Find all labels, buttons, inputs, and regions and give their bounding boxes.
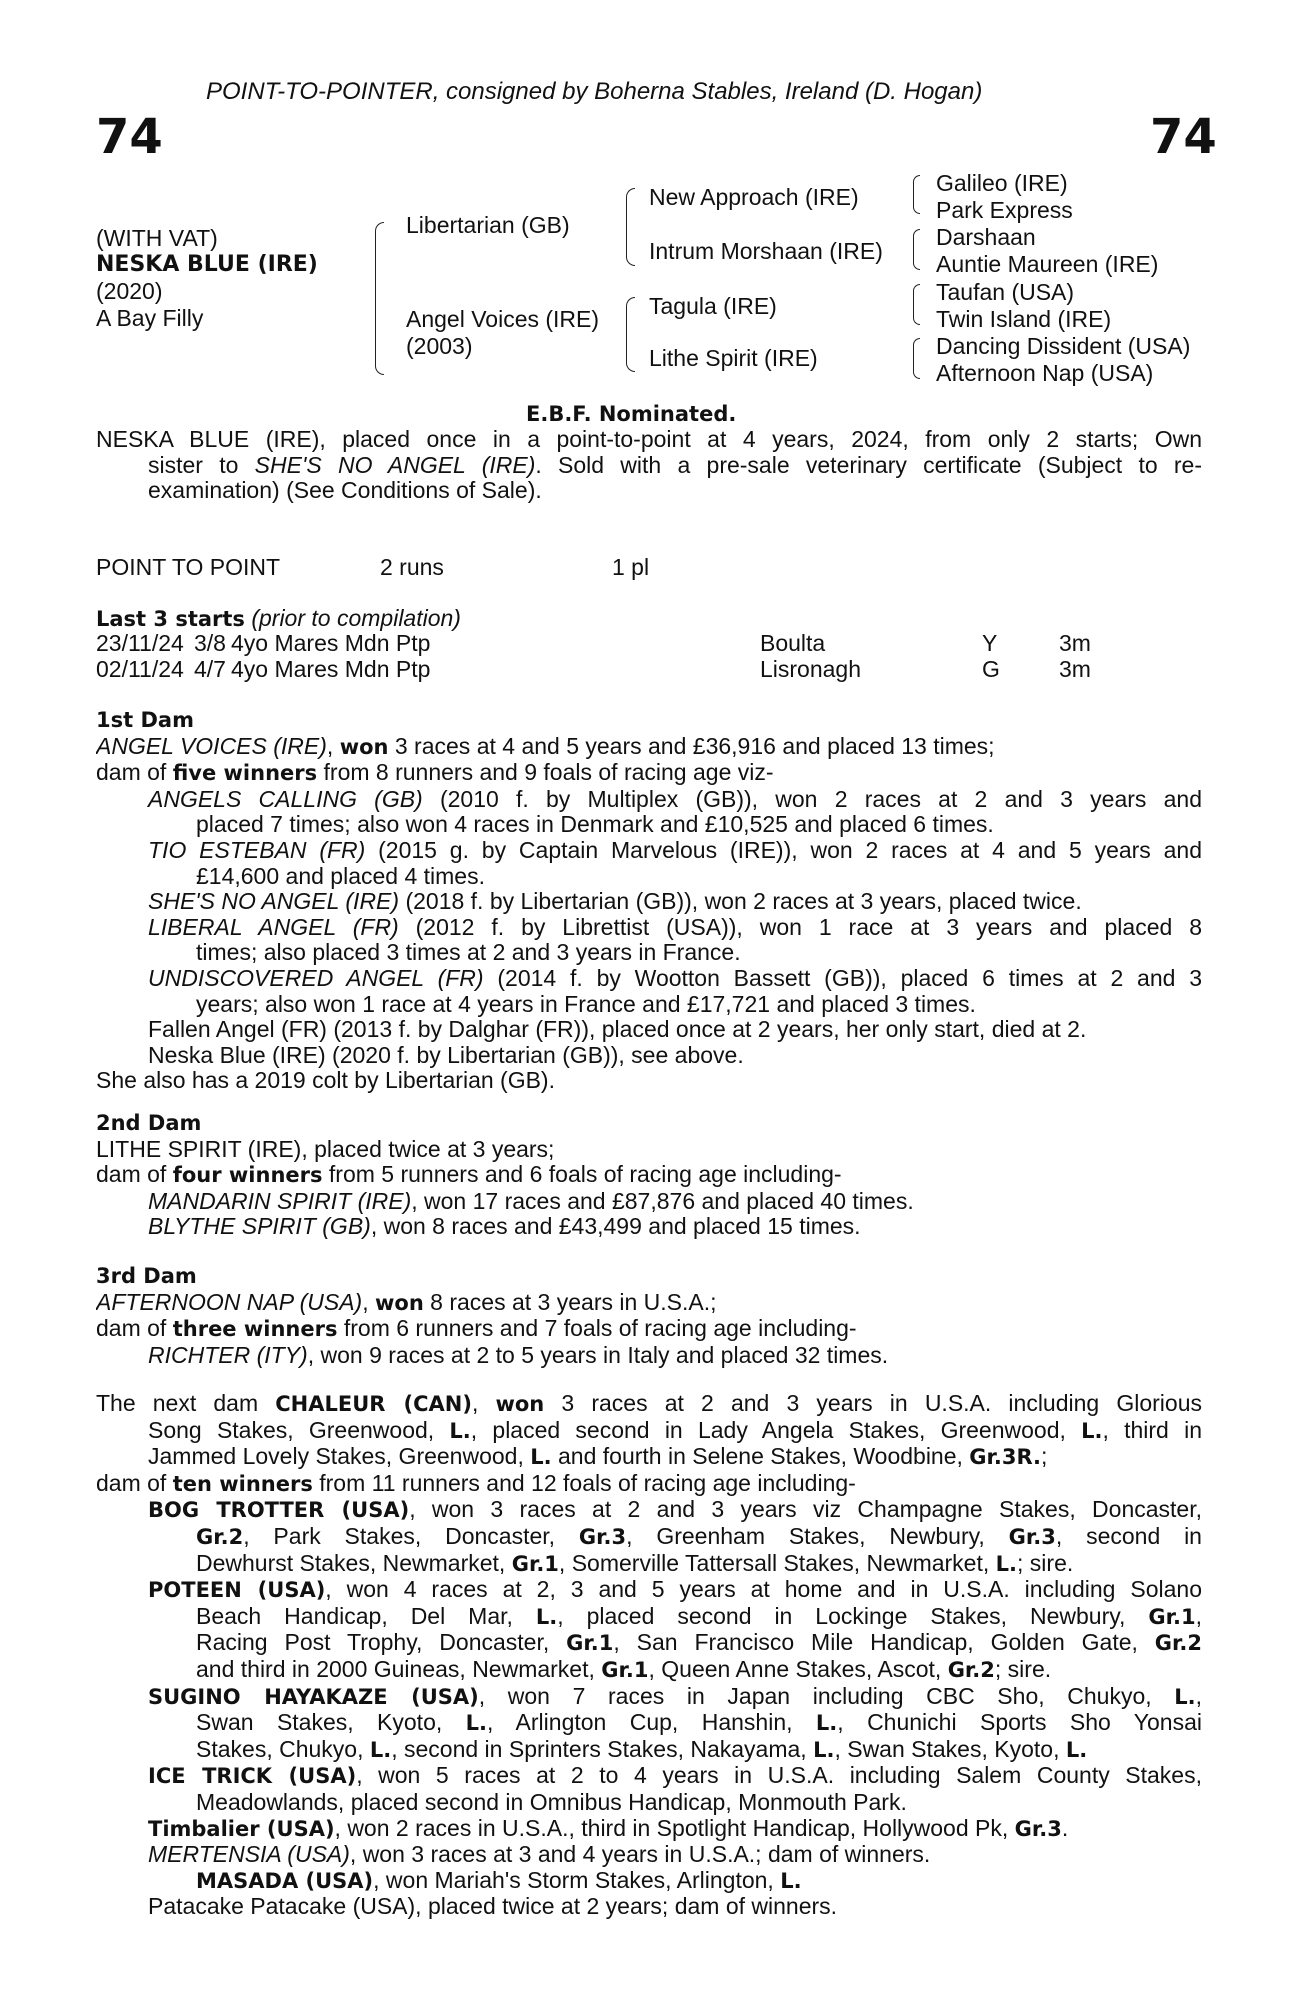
pedigree-dam-sire: Tagula (IRE) <box>649 293 777 319</box>
pedigree-dam: Angel Voices (IRE) <box>406 306 600 332</box>
pedigree-brace-gs2-bottom <box>913 248 920 270</box>
list-item: SUGINO HAYAKAZE (USA), won 7 races in Japan including CBC Sho, Chukyo, L., <box>148 1683 1202 1709</box>
pedigree-brace-gs2-top <box>913 229 920 249</box>
second-dam-section <box>96 1110 1202 1240</box>
last-starts-heading: Last 3 starts (prior to compilation) <box>96 605 461 631</box>
list-item: Beach Handicap, Del Mar, L., placed second in Lockinge Stakes, Newbury, Gr.1, <box>196 1603 1202 1629</box>
dam-line: ANGEL VOICES (IRE), won 3 races at 4 and 5 years and £36,916 and placed 13 times; <box>96 733 995 759</box>
intro-line: examination) (See Conditions of Sale). <box>148 478 542 504</box>
start-race: 4yo Mares Mdn Ptp <box>231 655 431 682</box>
table-row <box>96 657 1091 683</box>
table-row <box>96 631 1091 657</box>
intro-line: sister to SHE'S NO ANGEL (IRE). Sold with a pre-sale veterinary certificate (Subject to re- <box>148 452 1202 478</box>
start-going: G <box>982 655 1000 682</box>
list-item: Racing Post Trophy, Doncaster, Gr.1, San Francisco Mile Handicap, Golden Gate, Gr.2 <box>196 1630 1202 1656</box>
pedigree-sss: Galileo (IRE) <box>936 170 1068 196</box>
start-race: 4yo Mares Mdn Ptp <box>231 630 431 656</box>
list-item: BLYTHE SPIRIT (GB), won 8 races and £43,499 and placed 15 times. <box>148 1214 861 1240</box>
list-item: TIO ESTEBAN (FR) (2015 g. by Captain Marvelous (IRE)), won 2 races at 4 and 5 years and <box>148 837 1202 863</box>
list-item: Meadowlands, placed second in Omnibus Handicap, Monmouth Park. <box>196 1789 907 1815</box>
pedigree-brace-dam-top <box>626 297 635 336</box>
pedigree-brace-main-bottom <box>375 301 384 375</box>
consignor-header: POINT-TO-POINTER, consigned by Boherna Stables, Ireland (D. Hogan) <box>206 78 983 105</box>
list-item: placed 7 times; also won 4 races in Denmark and £10,525 and placed 6 times. <box>196 812 994 838</box>
pedigree-dam-year: (2003) <box>406 333 473 359</box>
pedigree-brace-gs1-top <box>913 175 920 195</box>
list-item: Fallen Angel (FR) (2013 f. by Dalghar (FR)), placed once at 2 years, her only start, died at 2. <box>148 1017 1087 1043</box>
horse-name: NESKA BLUE (IRE) <box>96 252 318 277</box>
pedigree-dam-dam: Lithe Spirit (IRE) <box>649 345 818 371</box>
start-course: Boulta <box>760 630 826 656</box>
start-date: 02/11/24 <box>96 655 184 682</box>
pedigree-brace-sire-top <box>626 188 635 233</box>
list-item: ANGELS CALLING (GB) (2010 f. by Multiplex (GB)), won 2 races at 2 and 3 years and <box>148 786 1202 812</box>
list-item: Gr.2, Park Stakes, Doncaster, Gr.3, Greenham Stakes, Newbury, Gr.3, second in <box>196 1523 1202 1549</box>
list-item: Dewhurst Stakes, Newmarket, Gr.1, Somerville Tattersall Stakes, Newmarket, L.; sire. <box>196 1550 1074 1576</box>
dam-line: dam of three winners from 6 runners and 7 foals of racing age including- <box>96 1316 857 1342</box>
list-item: Patacake Patacake (USA), placed twice at 2 years; dam of winners. <box>148 1894 838 1920</box>
pedigree-ssd: Park Express <box>936 197 1073 223</box>
horse-description: A Bay Filly <box>96 305 204 331</box>
dam-line: Jammed Lovely Stakes, Greenwood, L. and fourth in Selene Stakes, Woodbine, Gr.3R.; <box>148 1444 1048 1470</box>
first-dam-section <box>96 707 1202 1094</box>
list-item: BOG TROTTER (USA), won 3 races at 2 and 3 years viz Champagne Stakes, Doncaster, <box>148 1497 1202 1523</box>
section-heading: 3rd Dam <box>96 1264 197 1288</box>
pedigree-brace-sire-bottom <box>626 232 635 266</box>
ptp-placed: 1 pl <box>612 554 650 580</box>
dam-line: Song Stakes, Greenwood, L., placed second in Lady Angela Stakes, Greenwood, L., third in <box>148 1417 1202 1443</box>
pedigree-sds: Darshaan <box>936 224 1036 250</box>
start-position: 3/8 <box>194 630 226 656</box>
list-item: times; also placed 3 times at 2 and 3 years in France. <box>196 940 741 966</box>
pedigree-dsd: Twin Island (IRE) <box>936 306 1112 332</box>
start-distance: 3m <box>1059 655 1091 682</box>
start-distance: 3m <box>1059 630 1091 656</box>
list-item: MANDARIN SPIRIT (IRE), won 17 races and £87,876 and placed 40 times. <box>148 1188 914 1214</box>
dam-line: dam of four winners from 5 runners and 6 foals of racing age including- <box>96 1162 842 1188</box>
pedigree-sdd: Auntie Maureen (IRE) <box>936 251 1159 277</box>
dam-line: The next dam CHALEUR (CAN), won 3 races at 2 and 3 years in U.S.A. including Glorious <box>96 1391 1202 1416</box>
list-item: RICHTER (ITY), won 9 races at 2 to 5 years in Italy and placed 32 times. <box>148 1342 889 1368</box>
pedigree-brace-gs3-bottom <box>913 303 920 325</box>
lot-number-left: 74 <box>96 109 163 165</box>
intro-line: NESKA BLUE (IRE), placed once in a point-to-point at 4 years, 2024, from only 2 starts; Own <box>96 427 1202 452</box>
list-item: Neska Blue (IRE) (2020 f. by Libertarian (GB)), see above. <box>148 1042 744 1068</box>
list-item: ICE TRICK (USA), won 5 races at 2 to 4 years in U.S.A. including Salem County Stakes, <box>148 1763 1202 1789</box>
list-item: UNDISCOVERED ANGEL (FR) (2014 f. by Wootton Bassett (GB)), placed 6 times at 2 and 3 <box>148 965 1202 991</box>
list-item: SHE'S NO ANGEL (IRE) (2018 f. by Libertarian (GB)), won 2 races at 3 years, placed twice. <box>148 889 1082 915</box>
dam-line: dam of ten winners from 11 runners and 12 foals of racing age including- <box>96 1470 856 1496</box>
list-item: MASADA (USA), won Mariah's Storm Stakes, Arlington, L. <box>196 1867 802 1893</box>
list-item: Swan Stakes, Kyoto, L., Arlington Cup, Hanshin, L., Chunichi Sports Sho Yonsai <box>196 1710 1202 1736</box>
ebf-nominated: E.B.F. Nominated. <box>526 402 737 426</box>
pedigree-dds: Dancing Dissident (USA) <box>936 333 1191 359</box>
list-item: years; also won 1 race at 4 years in France and £17,721 and placed 3 times. <box>196 991 976 1017</box>
pedigree-brace-gs4-bottom <box>913 357 920 379</box>
starts-table <box>96 631 1091 682</box>
ptp-runs: 2 runs <box>380 554 444 580</box>
start-date: 23/11/24 <box>96 630 184 656</box>
list-item: and third in 2000 Guineas, Newmarket, Gr.1, Queen Anne Stakes, Ascot, Gr.2; sire. <box>196 1656 1052 1682</box>
pedigree-brace-main-top <box>375 222 384 302</box>
start-position: 4/7 <box>194 655 226 682</box>
list-item: £14,600 and placed 4 times. <box>196 863 485 889</box>
intro-paragraph <box>96 427 1202 504</box>
pedigree-sire-sire: New Approach (IRE) <box>649 184 859 210</box>
pedigree-ddd: Afternoon Nap (USA) <box>936 360 1154 386</box>
horse-year: (2020) <box>96 278 163 304</box>
list-item: LIBERAL ANGEL (FR) (2012 f. by Librettist (USA)), won 1 race at 3 years and placed 8 <box>148 914 1202 940</box>
pedigree-brace-gs1-bottom <box>913 194 920 214</box>
dam-line: LITHE SPIRIT (IRE), placed twice at 3 years; <box>96 1136 555 1162</box>
section-heading: 1st Dam <box>96 708 194 732</box>
dam-line: She also has a 2019 colt by Libertarian (GB). <box>96 1068 555 1094</box>
section-heading: 2nd Dam <box>96 1111 202 1135</box>
start-course: Lisronagh <box>760 655 862 682</box>
dam-line: AFTERNOON NAP (USA), won 8 races at 3 years in U.S.A.; <box>96 1289 717 1315</box>
lot-number-right: 74 <box>1150 109 1217 165</box>
list-item: MERTENSIA (USA), won 3 races at 3 and 4 years in U.S.A.; dam of winners. <box>148 1842 931 1868</box>
pedigree-brace-gs4-top <box>913 338 920 358</box>
third-dam-section <box>96 1263 1202 1368</box>
pedigree-sire-dam: Intrum Morshaan (IRE) <box>649 238 883 264</box>
list-item: Stakes, Chukyo, L., second in Sprinters Stakes, Nakayama, L., Swan Stakes, Kyoto, L. <box>196 1736 1088 1762</box>
pedigree-sire: Libertarian (GB) <box>406 212 570 238</box>
pedigree-dss: Taufan (USA) <box>936 279 1075 305</box>
dam-line: dam of five winners from 8 runners and 9 foals of racing age viz- <box>96 760 774 786</box>
list-item: POTEEN (USA), won 4 races at 2, 3 and 5 years at home and in U.S.A. including Solano <box>148 1577 1202 1603</box>
vat-note: (WITH VAT) <box>96 225 218 251</box>
pedigree-brace-dam-bottom <box>626 335 635 372</box>
list-item: Timbalier (USA), won 2 races in U.S.A., third in Spotlight Handicap, Hollywood Pk, Gr.3. <box>148 1815 1069 1841</box>
next-dam-section <box>96 1391 1202 1920</box>
start-going: Y <box>982 630 998 656</box>
pedigree-brace-gs3-top <box>913 284 920 304</box>
ptp-label: POINT TO POINT <box>96 554 281 580</box>
